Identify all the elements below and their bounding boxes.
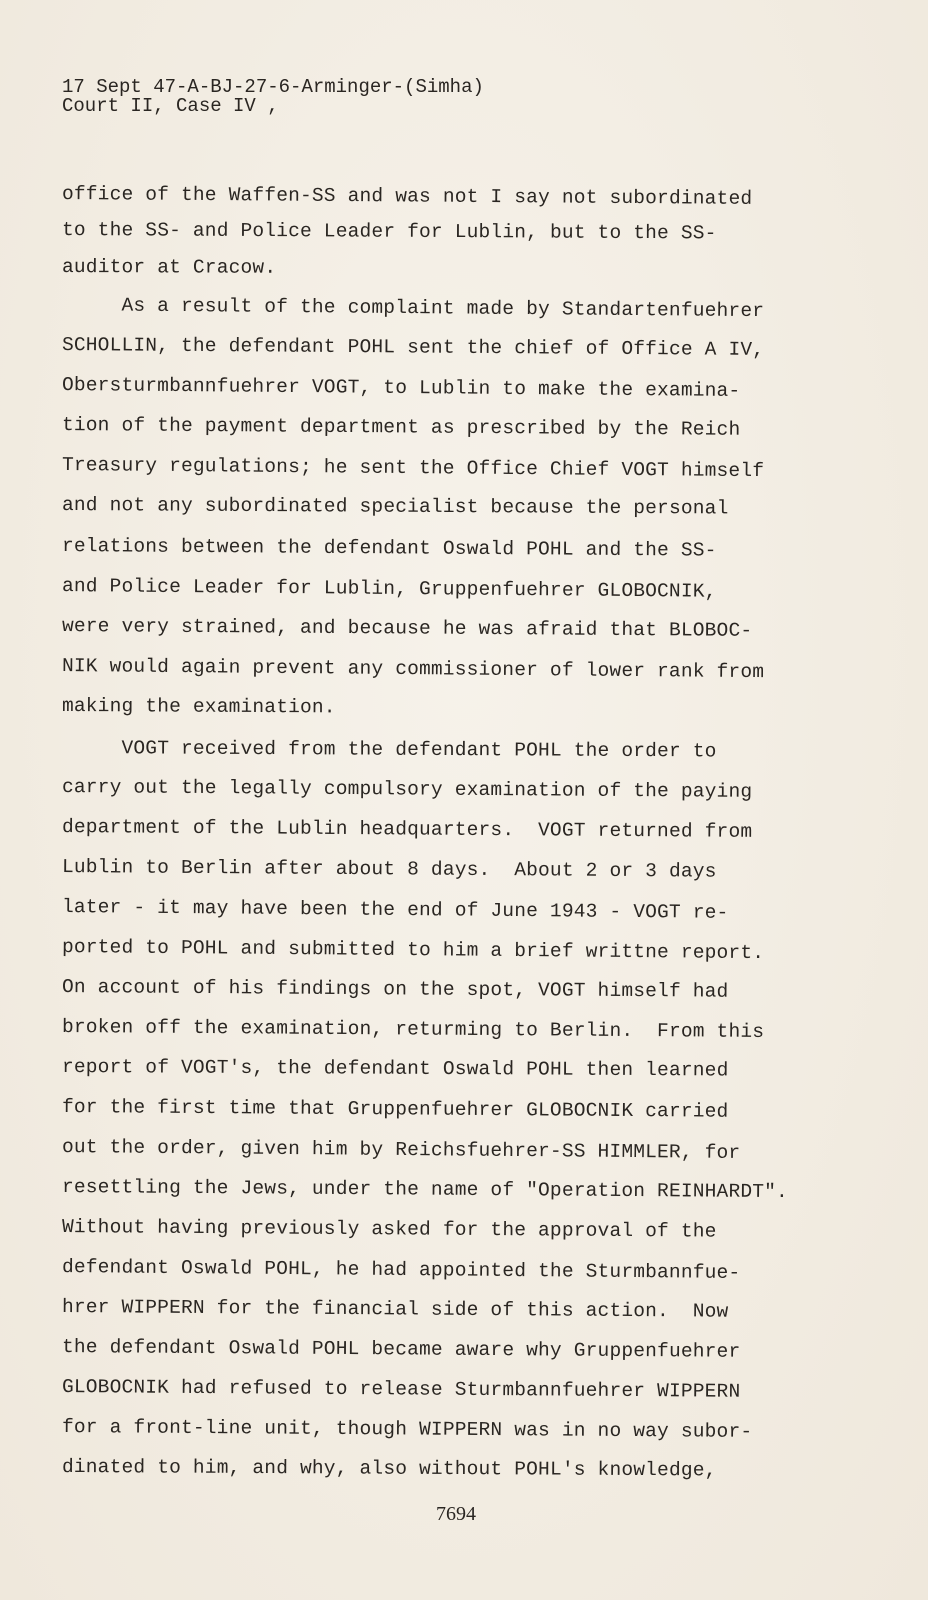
text-line: relations between the defendant Oswald POHL and the SS- xyxy=(61,535,717,562)
text-line: broken off the examination, returming to Berlin. From this xyxy=(61,1016,765,1043)
text-line: defendant Oswald POHL, he had appointed the Sturmbannfue- xyxy=(61,1256,741,1284)
text-line: auditor at Cracow. xyxy=(61,256,277,279)
text-line: SCHOLLIN, the defendant POHL sent the chief of Office A IV, xyxy=(61,334,765,361)
text-line: ported to POHL and submitted to him a brief writtne report. xyxy=(61,936,765,965)
text-line: office of the Waffen-SS and was not I say not subordinated xyxy=(61,183,753,210)
text-line: were very strained, and because he was afraid that BLOBOC- xyxy=(61,615,753,642)
text-line: Lublin to Berlin after about 8 days. About 2 or 3 days xyxy=(61,856,717,883)
text-line: Without having previously asked for the approval of the xyxy=(61,1216,717,1243)
text-line: GLOBOCNIK had refused to release Sturmbannfuehrer WIPPERN xyxy=(61,1376,741,1403)
text-line: for a front-line unit, though WIPPERN was in no way subor- xyxy=(61,1416,753,1443)
text-line: later - it may have been the end of June 1943 - VOGT re- xyxy=(61,896,729,924)
text-line: Obersturmbannfuehrer VOGT, to Lublin to make the examina- xyxy=(61,374,741,402)
text-line: report of VOGT's, the defendant Oswald POHL then learned xyxy=(61,1056,729,1082)
header-line-1: 17 Sept 47-A-BJ-27-6-Arminger-(Simha) xyxy=(62,76,484,98)
text-line: VOGT received from the defendant POHL the order to xyxy=(61,737,717,763)
text-line: department of the Lublin headquarters. VOGT returned from xyxy=(61,816,753,843)
text-line: resettling the Jews, under the name of "Operation REINHARDT". xyxy=(61,1176,789,1204)
text-line: making the examination. xyxy=(61,695,336,719)
text-line: and not any subordinated specialist because the personal xyxy=(61,494,729,520)
text-line: Treasury regulations; he sent the Office Chief VOGT himself xyxy=(61,454,765,483)
text-line: to the SS- and Police Leader for Lublin, but to the SS- xyxy=(61,219,717,245)
text-line: and Police Leader for Lublin, Gruppenfuehrer GLOBOCNIK, xyxy=(61,575,717,603)
text-line: As a result of the complaint made by Standartenfuehrer xyxy=(61,294,765,323)
text-line: tion of the payment department as prescribed by the Reich xyxy=(61,414,741,441)
text-line: On account of his findings on the spot, VOGT himself had xyxy=(61,976,729,1003)
page-number: 7694 xyxy=(436,1503,476,1525)
text-line: out the order, given him by Reichsfuehrer-SS HIMMLER, for xyxy=(61,1136,741,1164)
text-line: carry out the legally compulsory examination of the paying xyxy=(61,776,753,803)
text-line: NIK would again prevent any commissioner of lower rank from xyxy=(61,655,765,684)
text-line: dinated to him, and why, also without POHL's knowledge, xyxy=(61,1456,717,1482)
text-line: for the first time that Gruppenfuehrer GLOBOCNIK carried xyxy=(61,1096,729,1123)
text-line: hrer WIPPERN for the financial side of this action. Now xyxy=(61,1296,729,1323)
text-line: the defendant Oswald POHL became aware why Gruppenfuehrer xyxy=(61,1336,741,1363)
header-line-2: Court II, Case IV , xyxy=(62,95,279,117)
